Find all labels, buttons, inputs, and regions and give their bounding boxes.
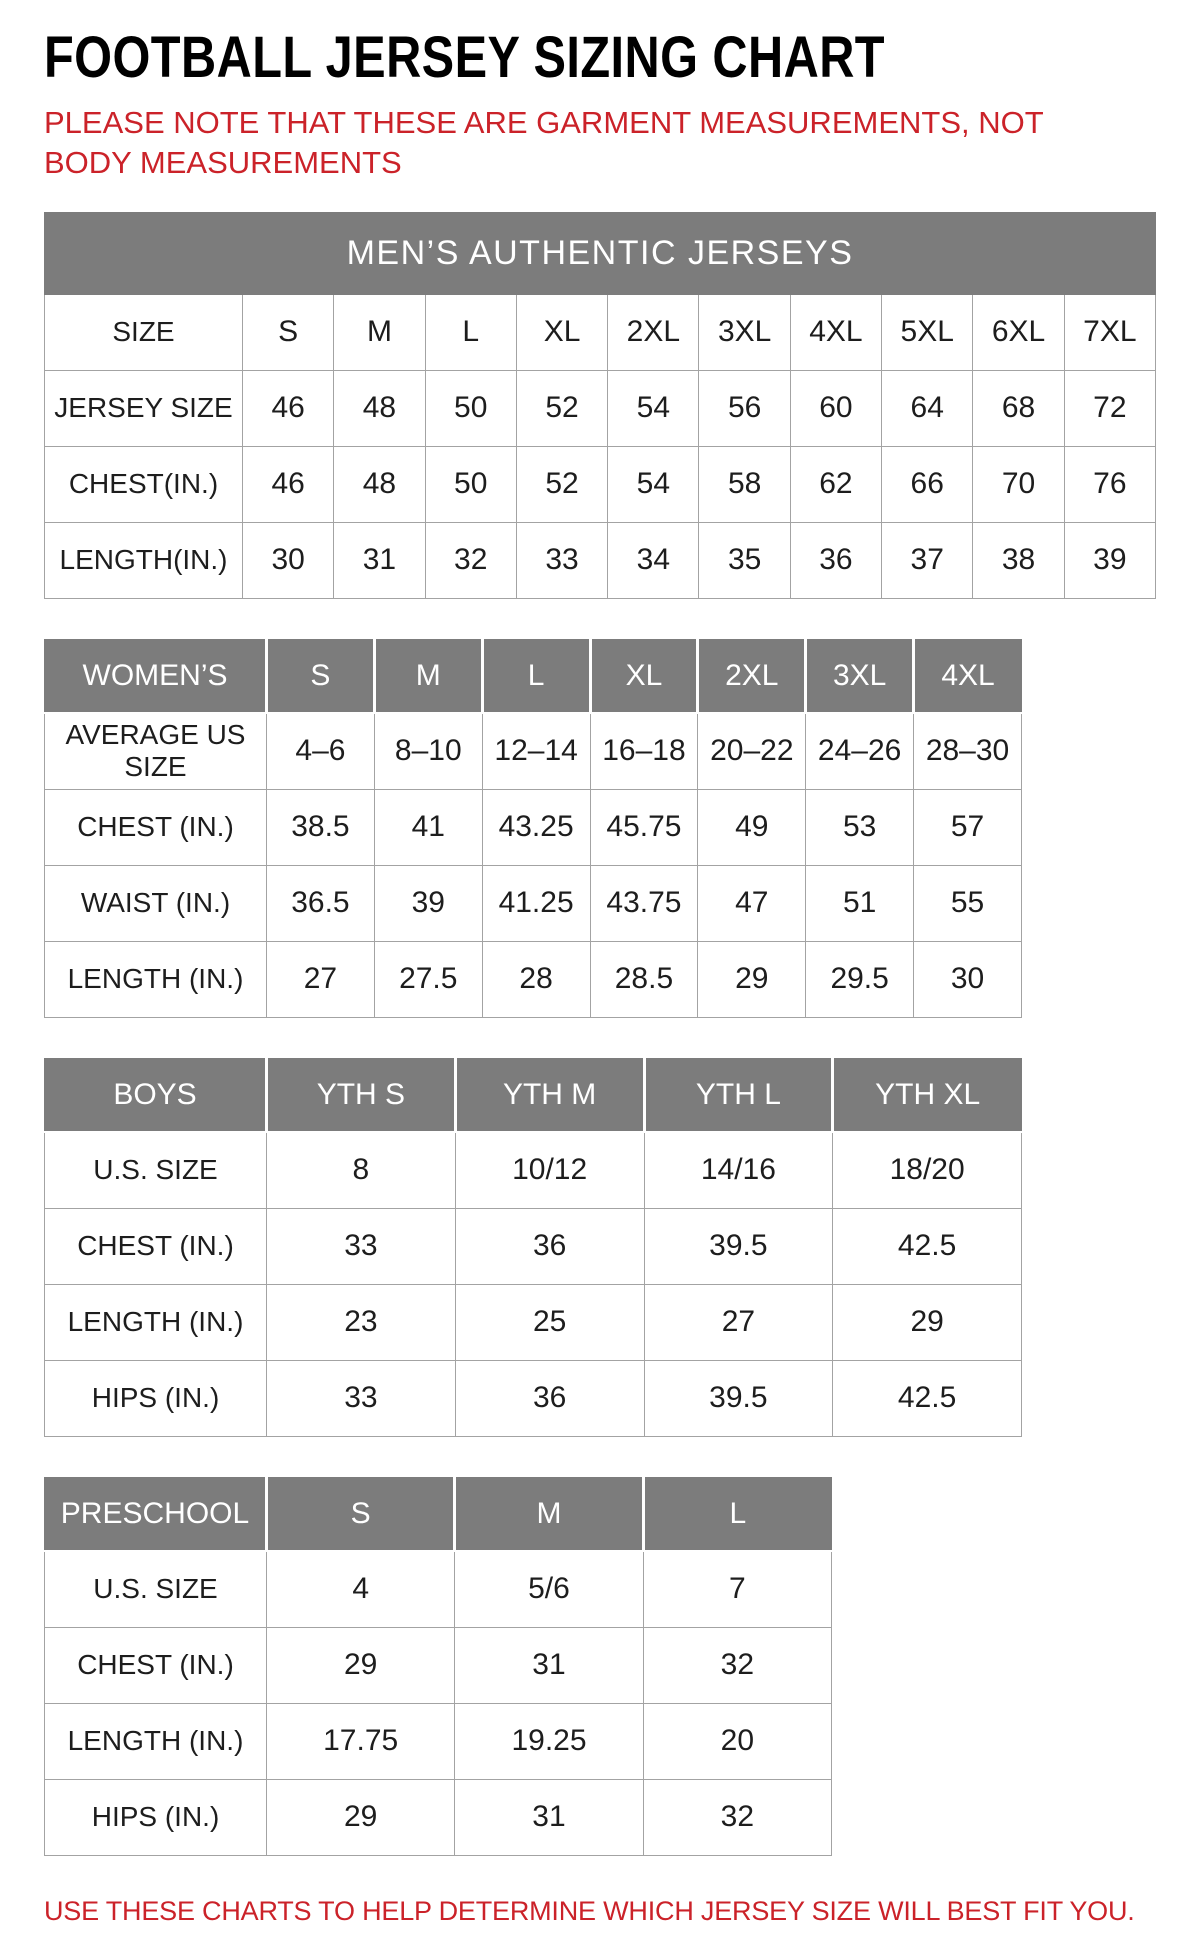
table-row [45, 294, 1156, 370]
value-cell: 52 [516, 446, 607, 522]
value-cell: 10/12 [455, 1132, 644, 1208]
table-row [45, 865, 1022, 941]
value-cell: 33 [267, 1360, 456, 1436]
value-cell: S [243, 294, 334, 370]
value-cell: 31 [334, 522, 425, 598]
value-cell: 66 [882, 446, 973, 522]
value-cell: 28 [482, 941, 590, 1017]
value-cell: 20 [643, 1703, 831, 1779]
size-header: S [267, 1477, 455, 1551]
value-cell: 7 [643, 1551, 831, 1627]
value-cell: 2XL [608, 294, 699, 370]
value-cell: 18/20 [833, 1132, 1022, 1208]
value-cell: 43.25 [482, 789, 590, 865]
row-label: U.S. SIZE [45, 1551, 267, 1627]
footer-note: USE THESE CHARTS TO HELP DETERMINE WHICH JERSEY SIZE WILL BEST FIT YOU. [44, 1895, 1135, 1926]
row-label: HIPS (IN.) [45, 1360, 267, 1436]
mens-sizing-table [44, 212, 1156, 599]
value-cell: 32 [425, 522, 516, 598]
value-cell: 5XL [882, 294, 973, 370]
size-header: 4XL [914, 639, 1022, 713]
table-row [45, 713, 1022, 789]
value-cell: 54 [608, 370, 699, 446]
row-label: CHEST (IN.) [45, 1627, 267, 1703]
value-cell: 36.5 [267, 865, 375, 941]
preschool-sizing-table [44, 1477, 832, 1856]
value-cell: 72 [1064, 370, 1155, 446]
value-cell: 29 [833, 1284, 1022, 1360]
value-cell: 7XL [1064, 294, 1155, 370]
value-cell: XL [516, 294, 607, 370]
value-cell: 5/6 [455, 1551, 643, 1627]
value-cell: 29.5 [806, 941, 914, 1017]
row-label: LENGTH (IN.) [45, 941, 267, 1017]
value-cell: 39.5 [644, 1208, 833, 1284]
table-row [45, 1627, 832, 1703]
value-cell: 37 [882, 522, 973, 598]
value-cell: 56 [699, 370, 790, 446]
value-cell: 64 [882, 370, 973, 446]
row-label: CHEST(IN.) [45, 446, 243, 522]
row-label: LENGTH(IN.) [45, 522, 243, 598]
row-label: HIPS (IN.) [45, 1779, 267, 1855]
value-cell: 51 [806, 865, 914, 941]
value-cell: 23 [267, 1284, 456, 1360]
table-row [45, 1779, 832, 1855]
value-cell: 29 [698, 941, 806, 1017]
size-header: XL [590, 639, 698, 713]
value-cell: 50 [425, 446, 516, 522]
size-header: L [482, 639, 590, 713]
value-cell: 31 [455, 1779, 643, 1855]
value-cell: 46 [243, 370, 334, 446]
size-header: YTH L [644, 1058, 833, 1132]
table-header-label: BOYS [45, 1058, 267, 1132]
value-cell: 41.25 [482, 865, 590, 941]
value-cell: 42.5 [833, 1208, 1022, 1284]
value-cell: 14/16 [644, 1132, 833, 1208]
value-cell: 20–22 [698, 713, 806, 789]
value-cell: 19.25 [455, 1703, 643, 1779]
value-cell: 45.75 [590, 789, 698, 865]
value-cell: 50 [425, 370, 516, 446]
value-cell: 25 [455, 1284, 644, 1360]
value-cell: 30 [243, 522, 334, 598]
size-header: YTH M [455, 1058, 644, 1132]
value-cell: 33 [516, 522, 607, 598]
value-cell: 6XL [973, 294, 1064, 370]
value-cell: 4 [267, 1551, 455, 1627]
value-cell: 57 [914, 789, 1022, 865]
value-cell: 29 [267, 1627, 455, 1703]
value-cell: 54 [608, 446, 699, 522]
value-cell: 12–14 [482, 713, 590, 789]
row-label: AVERAGE US SIZE [45, 713, 267, 789]
value-cell: 28.5 [590, 941, 698, 1017]
table-title: MEN’S AUTHENTIC JERSEYS [45, 212, 1156, 294]
value-cell: 8–10 [374, 713, 482, 789]
row-label: SIZE [45, 294, 243, 370]
value-cell: 38.5 [267, 789, 375, 865]
value-cell: 34 [608, 522, 699, 598]
row-label: CHEST (IN.) [45, 789, 267, 865]
value-cell: 48 [334, 370, 425, 446]
size-header: M [374, 639, 482, 713]
table-header-row [45, 1477, 832, 1551]
row-label: JERSEY SIZE [45, 370, 243, 446]
size-header: 3XL [806, 639, 914, 713]
table-row [45, 1132, 1022, 1208]
value-cell: 52 [516, 370, 607, 446]
value-cell: 16–18 [590, 713, 698, 789]
table-header-row [45, 1058, 1022, 1132]
row-label: LENGTH (IN.) [45, 1284, 267, 1360]
table-row [45, 789, 1022, 865]
table-header-label: PRESCHOOL [45, 1477, 267, 1551]
size-header: 2XL [698, 639, 806, 713]
value-cell: 58 [699, 446, 790, 522]
value-cell: 48 [334, 446, 425, 522]
value-cell: 32 [643, 1627, 831, 1703]
row-label: CHEST (IN.) [45, 1208, 267, 1284]
value-cell: 8 [267, 1132, 456, 1208]
value-cell: 27 [644, 1284, 833, 1360]
row-label: U.S. SIZE [45, 1132, 267, 1208]
value-cell: 27 [267, 941, 375, 1017]
value-cell: 39.5 [644, 1360, 833, 1436]
value-cell: 4XL [790, 294, 881, 370]
womens-sizing-table [44, 639, 1022, 1018]
value-cell: 36 [455, 1360, 644, 1436]
value-cell: 24–26 [806, 713, 914, 789]
table-row [45, 522, 1156, 598]
value-cell: 31 [455, 1627, 643, 1703]
value-cell: 41 [374, 789, 482, 865]
value-cell: 42.5 [833, 1360, 1022, 1436]
value-cell: 3XL [699, 294, 790, 370]
row-label: LENGTH (IN.) [45, 1703, 267, 1779]
value-cell: 29 [267, 1779, 455, 1855]
value-cell: 36 [455, 1208, 644, 1284]
size-header: YTH S [267, 1058, 456, 1132]
value-cell: 39 [374, 865, 482, 941]
value-cell: 43.75 [590, 865, 698, 941]
table-row [45, 446, 1156, 522]
table-row [45, 1284, 1022, 1360]
table-title-row [45, 212, 1156, 294]
row-label: WAIST (IN.) [45, 865, 267, 941]
value-cell: 17.75 [267, 1703, 455, 1779]
value-cell: 68 [973, 370, 1064, 446]
boys-sizing-table [44, 1058, 1022, 1437]
value-cell: 30 [914, 941, 1022, 1017]
value-cell: 62 [790, 446, 881, 522]
value-cell: 33 [267, 1208, 456, 1284]
table-row [45, 1551, 832, 1627]
value-cell: 60 [790, 370, 881, 446]
size-header: M [455, 1477, 643, 1551]
value-cell: 39 [1064, 522, 1155, 598]
value-cell: 36 [790, 522, 881, 598]
value-cell: 35 [699, 522, 790, 598]
table-row [45, 941, 1022, 1017]
table-header-label: WOMEN’S [45, 639, 267, 713]
value-cell: 4–6 [267, 713, 375, 789]
value-cell: M [334, 294, 425, 370]
size-header: YTH XL [833, 1058, 1022, 1132]
table-row [45, 1208, 1022, 1284]
size-header: S [267, 639, 375, 713]
value-cell: 49 [698, 789, 806, 865]
value-cell: 55 [914, 865, 1022, 941]
value-cell: 32 [643, 1779, 831, 1855]
value-cell: 38 [973, 522, 1064, 598]
table-row [45, 370, 1156, 446]
value-cell: L [425, 294, 516, 370]
size-header: L [643, 1477, 831, 1551]
value-cell: 28–30 [914, 713, 1022, 789]
garment-measurement-note: PLEASE NOTE THAT THESE ARE GARMENT MEASUREMENTS, NOT BODY MEASUREMENTS [44, 105, 1044, 181]
table-row [45, 1360, 1022, 1436]
value-cell: 70 [973, 446, 1064, 522]
page-title: FOOTBALL JERSEY SIZING CHART [44, 25, 885, 90]
value-cell: 76 [1064, 446, 1155, 522]
table-row [45, 1703, 832, 1779]
table-header-row [45, 639, 1022, 713]
value-cell: 46 [243, 446, 334, 522]
value-cell: 27.5 [374, 941, 482, 1017]
value-cell: 53 [806, 789, 914, 865]
value-cell: 47 [698, 865, 806, 941]
